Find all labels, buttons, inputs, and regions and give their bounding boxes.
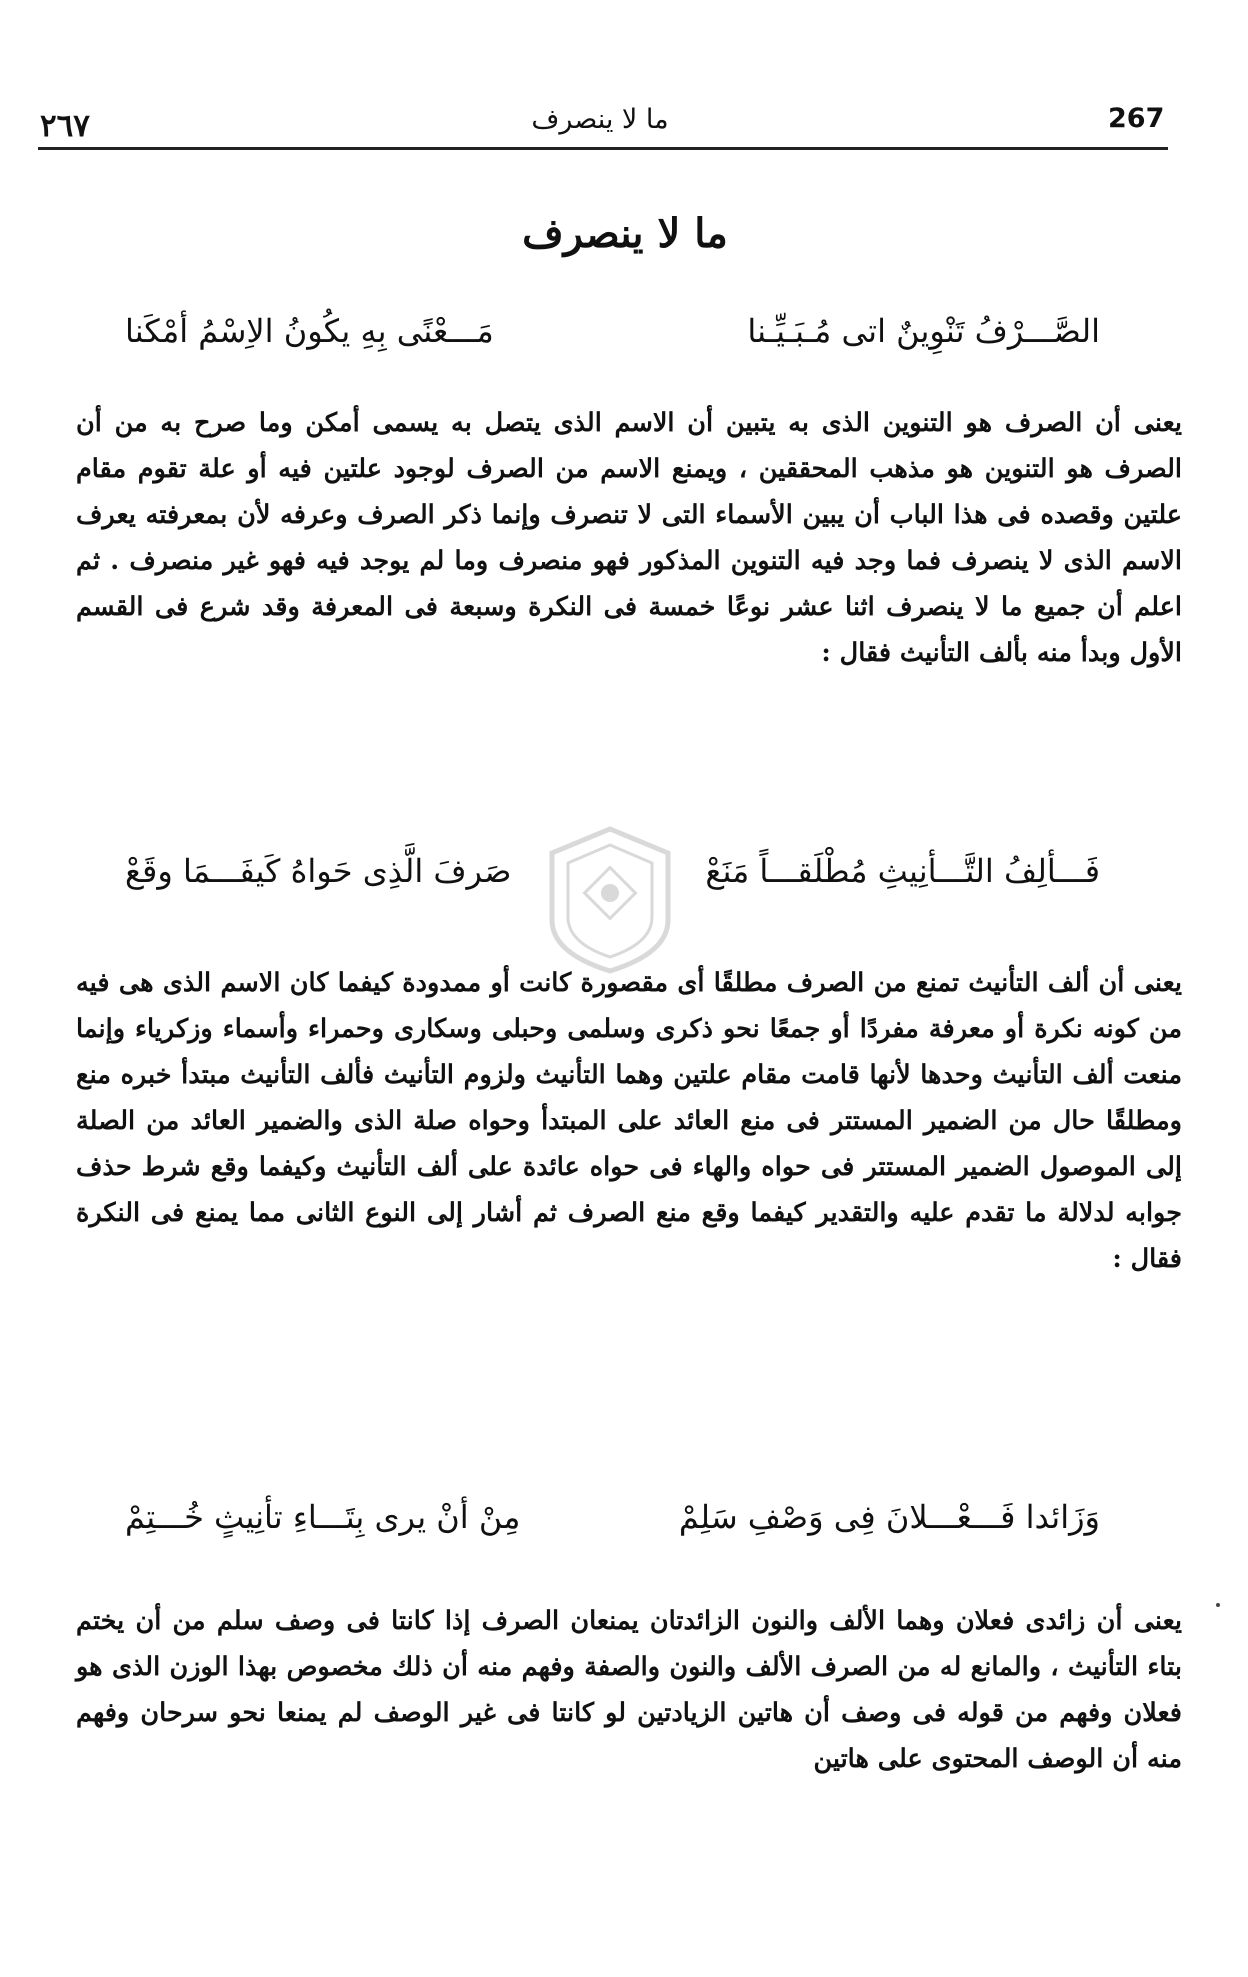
commentary-paragraph-1: يعنى أن الصرف هو التنوين الذى به يتبين أن الاسم الذى يتصل به يسمى أمكن وما صرح به من أن الصرف هو التنوين هو مذهب المحققين ، ويمنع الاسم من الصرف لوجود علتين فيه أو علة تقوم مقام علتين وقصده فى هذا الباب أن يبين الأسماء التى لا تنصرف وإنما ذكر الصرف وعرفه لأن بمعرفته يعرف الاسم الذى لا ينصرف فما وجد فيه التنوين المذكور فهو منصرف وما لم يوجد فيه فهو غير منصرف . ثم اعلم أن جميع ما لا ينصرف اثنا عشر نوعًا خمسة فى النكرة وسبعة فى المعرفة وقد شرع فى القسم الأول وبدأ منه بألف التأنيث فقال : (76, 408, 1182, 668)
verse-3-second-hemistich: مِنْ أنْ يرى بِتَـــاءِ تأنِيثٍ خُـــتِمْ (125, 1498, 521, 1536)
verse-1 (125, 312, 1100, 368)
page-number-arabic: ٢٦٧ (40, 108, 90, 144)
commentary-paragraph-3: يعنى أن زائدى فعلان وهما الألف والنون الزائدتان يمنعان الصرف إذا كانتا فى وصف سلم من أن يختم بتاء التأنيث ، والمانع له من الصرف الألف والنون والصفة وفهم منه أن ذلك مخصوص بهذا الوزن الذى هو فعلان وفهم من قوله فى وصف أن هاتين الزيادتين لو كانتا فى غير الوصف لم يمنعا نحو سرحان وفهم منه أن الوصف المحتوى على هاتين (76, 1606, 1182, 1774)
commentary-paragraph-2: يعنى أن ألف التأنيث تمنع من الصرف مطلقًا أى مقصورة كانت أو ممدودة كيفما كان الاسم الذى هى فيه من كونه نكرة أو معرفة مفردًا أو جمعًا نحو ذكرى وسلمى وحبلى وسكارى وحمراء وأسماء وزكرياء وإنما منعت ألف التأنيث وحدها لأنها قامت مقام علتين وهما التأنيث ولزوم التأنيث فألف التأنيث مبتدأ خبره منع ومطلقًا حال من الضمير المستتر فى منع العائد على المبتدأ وحواه صلة الذى والضمير العائد من الصلة إلى الموصول الضمير المستتر فى حواه والهاء فى حواه عائدة على ألف التأنيث وكيفما وقع شرط حذف جوابه لدلالة ما تقدم عليه والتقدير كيفما وقع منع الصرف ثم أشار إلى النوع الثانى مما يمنع فى النكرة فقال : (76, 968, 1182, 1274)
scan-speck (1216, 1603, 1220, 1607)
verse-2-second-hemistich: صَرفَ الَّذِى حَواهُ كَيفَـــمَا وقَعْ (125, 852, 512, 890)
verse-3-first-hemistich: وَزَائدا فَـــعْـــلانَ فِى وَصْفِ سَلِمْ (678, 1498, 1100, 1536)
header-rule (38, 147, 1168, 150)
page-number-latin: 267 (1108, 103, 1165, 134)
verse-1-first-hemistich: الصَّـــرْفُ تَنْوِينٌ اتى مُـبَـيِّـنا (747, 312, 1100, 350)
verse-1-second-hemistich: مَـــعْنًى بِهِ يكُونُ الاِسْمُ أمْكَنا (125, 312, 494, 350)
library-watermark-seal (540, 825, 680, 975)
verse-3 (125, 1498, 1100, 1554)
verse-2-first-hemistich: فَـــألِفُ التَّـــأنِيثِ مُطْلَقـــاً مَنَعْ (705, 852, 1100, 890)
running-head-title: ما لا ينصرف (531, 104, 669, 135)
chapter-title: ما لا ينصرف (522, 210, 728, 257)
